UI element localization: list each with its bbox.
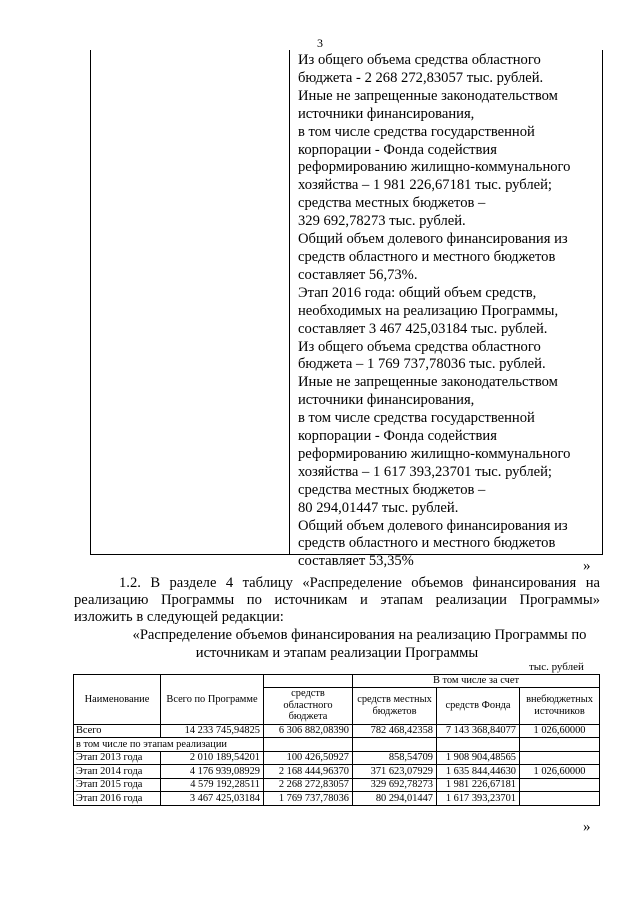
cell-total: 2 010 189,54201 — [161, 751, 264, 765]
cell-regional: 100 426,50927 — [264, 751, 353, 765]
header-external: внебюджетных источников — [520, 687, 600, 724]
text-line: Из общего объема средства областного — [298, 338, 541, 355]
text-line: средств областного и местного бюджетов — [298, 248, 556, 265]
amendment-paragraph — [74, 575, 600, 626]
text-line: в том числе средства государственной — [298, 123, 535, 140]
text-line: составляет 56,73%. — [298, 266, 418, 283]
cell-external: 1 026,60000 — [520, 765, 600, 779]
financing-distribution-table — [73, 674, 600, 806]
cell-regional: 6 306 882,08390 — [264, 724, 353, 738]
table-row — [74, 765, 600, 779]
cell-total: 3 467 425,03184 — [161, 792, 264, 806]
cell-local: 329 692,78273 — [353, 778, 437, 792]
cell-regional: 1 769 737,78036 — [264, 792, 353, 806]
text-line: Из общего объема средства областного — [298, 52, 541, 68]
units-label: тыс. рублей — [529, 661, 584, 673]
text-line: бюджета – 1 769 737,78036 тыс. рублей. — [298, 356, 546, 373]
header-group: В том числе за счет — [353, 675, 600, 688]
cell-external: 1 026,60000 — [520, 724, 600, 738]
text-line: Иные не запрещенные законодательством — [298, 87, 558, 104]
table-row — [74, 751, 600, 765]
text-line: бюджета - 2 268 272,83057 тыс. рублей. — [298, 69, 544, 86]
table-title-line: «Распределение объемов финансирования на реализацию Программы по — [132, 627, 587, 643]
text-line: хозяйства – 1 617 393,23701 тыс. рублей; — [298, 463, 552, 480]
financing-description-cell — [298, 52, 598, 571]
table-column-divider — [289, 50, 290, 554]
continued-passport-table — [90, 50, 603, 570]
cell-total: 4 176 939,08929 — [161, 765, 264, 779]
row-name: Этап 2013 года — [74, 751, 161, 765]
header-total: Всего по Программе — [161, 675, 264, 725]
text-line: источники финансирования, — [298, 392, 475, 409]
subheader-stages: в том числе по этапам реализации — [74, 738, 264, 752]
cell-local: 782 468,42358 — [353, 724, 437, 738]
page-number: 3 — [317, 36, 323, 50]
text-line: источники финансирования, — [298, 105, 475, 122]
text-line: составляет 3 467 425,03184 тыс. рублей. — [298, 320, 548, 337]
table-title — [74, 626, 600, 662]
header-fund: средств Фонда — [437, 687, 520, 724]
text-line: средства местных бюджетов – — [298, 481, 486, 498]
header-regional: средств областного бюджета — [264, 687, 353, 724]
header-local: средств местных бюджетов — [353, 687, 437, 724]
text-line: 329 692,78273 тыс. рублей. — [298, 213, 466, 230]
cell-fund: 1 981 226,67181 — [437, 778, 520, 792]
table-row — [74, 792, 600, 806]
text-line: необходимых на реализацию Программы, — [298, 302, 559, 319]
empty-cell — [520, 738, 600, 752]
empty-cell — [437, 738, 520, 752]
table-title-line: источникам и этапам реализации Программы — [195, 645, 479, 661]
closing-quote: » — [583, 558, 591, 574]
paragraph-line: реализацию Программы по источникам и этапам реализации Программы» — [74, 592, 600, 608]
cell-external — [520, 751, 600, 765]
closing-quote: » — [583, 819, 591, 835]
row-name: Этап 2015 года — [74, 778, 161, 792]
table-row — [74, 778, 600, 792]
cell-external — [520, 792, 600, 806]
header-name: Наименование — [74, 675, 161, 725]
paragraph-line: изложить в следующей редакции: — [74, 609, 284, 625]
text-line: Иные не запрещенные законодательством — [298, 374, 558, 391]
row-name: Этап 2014 года — [74, 765, 161, 779]
cell-local: 371 623,07929 — [353, 765, 437, 779]
row-name: Этап 2016 года — [74, 792, 161, 806]
row-name: Всего — [74, 724, 161, 738]
text-line: Общий объем долевого финансирования из — [298, 231, 568, 248]
text-line: средств областного и местного бюджетов — [298, 535, 556, 552]
cell-fund: 1 635 844,44630 — [437, 765, 520, 779]
table-row-total — [74, 724, 600, 738]
cell-fund: 1 617 393,23701 — [437, 792, 520, 806]
table-subheader-row — [74, 738, 600, 752]
cell-fund: 1 908 904,48565 — [437, 751, 520, 765]
cell-fund: 7 143 368,84077 — [437, 724, 520, 738]
paragraph-line: 1.2. В разделе 4 таблицу «Распределение объемов финансирования на — [119, 575, 600, 591]
header-empty-cell — [264, 675, 353, 688]
table-header-row — [74, 675, 600, 688]
text-line: хозяйства – 1 981 226,67181 тыс. рублей; — [298, 177, 552, 194]
cell-regional: 2 168 444,96370 — [264, 765, 353, 779]
text-line: в том числе средства государственной — [298, 410, 535, 427]
text-line: составляет 53,35% — [298, 553, 414, 570]
empty-cell — [264, 738, 353, 752]
cell-regional: 2 268 272,83057 — [264, 778, 353, 792]
cell-total: 4 579 192,28511 — [161, 778, 264, 792]
text-line: корпорации - Фонда содействия — [298, 428, 497, 445]
text-line: средства местных бюджетов – — [298, 195, 486, 212]
empty-cell — [353, 738, 437, 752]
text-line: корпорации - Фонда содействия — [298, 141, 497, 158]
text-line: реформированию жилищно-коммунального — [298, 159, 571, 176]
text-line: реформированию жилищно-коммунального — [298, 445, 571, 462]
cell-local: 80 294,01447 — [353, 792, 437, 806]
text-line: 80 294,01447 тыс. рублей. — [298, 499, 459, 516]
text-line: Общий объем долевого финансирования из — [298, 517, 568, 534]
cell-total: 14 233 745,94825 — [161, 724, 264, 738]
cell-external — [520, 778, 600, 792]
cell-local: 858,54709 — [353, 751, 437, 765]
text-line: Этап 2016 года: общий объем средств, — [298, 284, 537, 301]
